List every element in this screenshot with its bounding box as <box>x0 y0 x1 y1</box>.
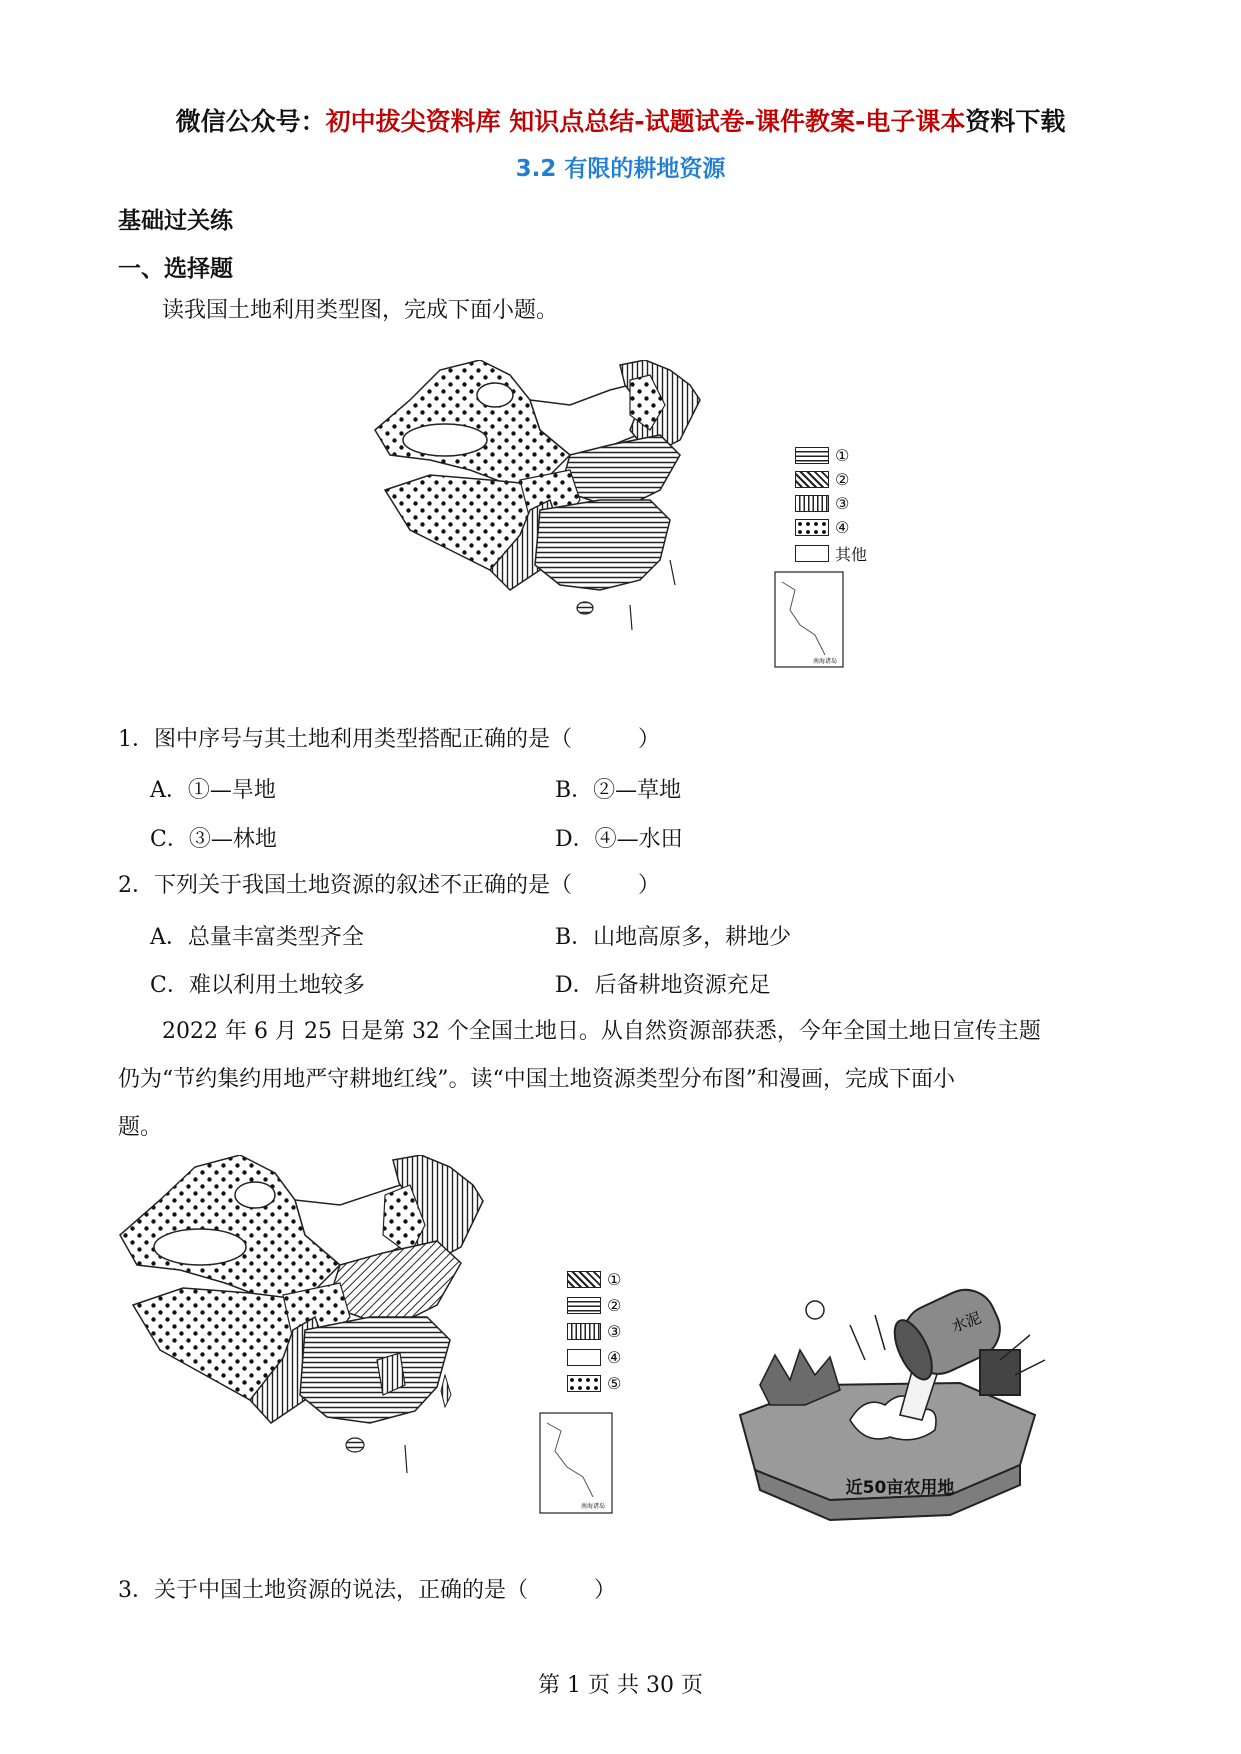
question-1-option-c[interactable]: C．③—林地 <box>150 827 277 852</box>
map2-basin-junggar <box>235 1182 275 1208</box>
question-1-option-d[interactable]: D．④—水田 <box>555 827 683 852</box>
page-footer: 第 1 页 共 30 页 <box>538 1673 703 1698</box>
map2-taiwan <box>441 1375 451 1407</box>
map2-inset-label: 南海诸岛 <box>580 1503 606 1510</box>
map2-legend-3: ③ <box>567 1322 621 1341</box>
section-heading: 基础过关练 <box>118 208 233 234</box>
map1-south-line <box>630 605 632 630</box>
header-prefix: 微信公众号： <box>175 107 326 136</box>
map1-inset-label: 南海诸岛 <box>812 658 838 665</box>
page-title: 3.2 有限的耕地资源 <box>515 156 726 182</box>
intro-text-2-line-2: 仍为“节约集约用地严守耕地红线”。读“中国土地资源类型分布图”和漫画，完成下面小 <box>118 1067 955 1092</box>
map1-coast-line <box>670 560 675 585</box>
cartoon-flying-pill <box>806 1301 824 1319</box>
map1-legend-4: ④ <box>795 518 849 537</box>
question-2-option-c[interactable]: C．难以利用土地较多 <box>150 973 365 998</box>
map1-inset-box <box>775 572 843 667</box>
map1-legend-2: ② <box>795 470 849 489</box>
map1-region-south <box>535 500 670 590</box>
map2-hainan <box>346 1438 364 1452</box>
question-2-stem: 2．下列关于我国土地资源的叙述不正确的是（ ） <box>118 873 660 898</box>
intro-text-1: 读我国土地利用类型图，完成下面小题。 <box>162 298 559 323</box>
map2-legend-4: ④ <box>567 1348 621 1367</box>
question-2-option-a[interactable]: A．总量丰富类型齐全 <box>150 925 364 950</box>
map1-basin-tarim <box>403 424 487 456</box>
map2-inset-box <box>540 1413 612 1513</box>
map1-legend-3: ③ <box>795 494 849 513</box>
part-heading: 一、选择题 <box>118 256 233 282</box>
cartoon-bucket-label: 水泥 <box>949 1308 984 1336</box>
question-3-stem: 3．关于中国土地资源的说法，正确的是（ ） <box>118 1578 616 1603</box>
cement-cartoon <box>700 1265 1060 1530</box>
map2-south-line <box>405 1445 407 1473</box>
map1-basin-junggar <box>477 383 513 407</box>
page-header <box>0 102 1241 138</box>
question-1-option-b[interactable]: B．②—草地 <box>555 778 682 803</box>
map2-basin-tarim <box>154 1229 246 1265</box>
cartoon-motion-line-2 <box>875 1315 885 1350</box>
cartoon-mixer-stand <box>980 1350 1020 1395</box>
header-suffix: 资料下载 <box>965 107 1066 136</box>
map1-hainan <box>577 602 593 614</box>
map1-legend-5: 其他 <box>795 542 867 565</box>
intro-text-2-line-3: 题。 <box>118 1115 163 1140</box>
intro-text-2-line-1: 2022 年 6 月 25 日是第 32 个全国土地日。从自然资源部获悉，今年全国土地日宣传主题 <box>162 1019 1041 1044</box>
question-1-stem: 1．图中序号与其土地利用类型搭配正确的是（ ） <box>118 727 660 752</box>
map2-legend-2: ② <box>567 1296 621 1315</box>
land-type-map-2 <box>115 1155 635 1535</box>
map2-legend-5: ⑤ <box>567 1374 621 1393</box>
question-2-option-d[interactable]: D．后备耕地资源充足 <box>555 973 771 998</box>
question-2-option-b[interactable]: B．山地高原多，耕地少 <box>555 925 792 950</box>
map2-legend-1: ① <box>567 1270 621 1289</box>
header-red-text: 初中拔尖资料库 知识点总结-试题试卷-课件教案-电子课本 <box>325 107 966 136</box>
cartoon-motion-line-1 <box>850 1325 865 1360</box>
map1-legend-1: ① <box>795 446 849 465</box>
question-1-option-a[interactable]: A．①—旱地 <box>150 778 276 803</box>
map2-region-south <box>300 1317 450 1423</box>
cartoon-land-label: 近50亩农用地 <box>845 1478 955 1498</box>
land-use-map-1 <box>370 360 860 680</box>
